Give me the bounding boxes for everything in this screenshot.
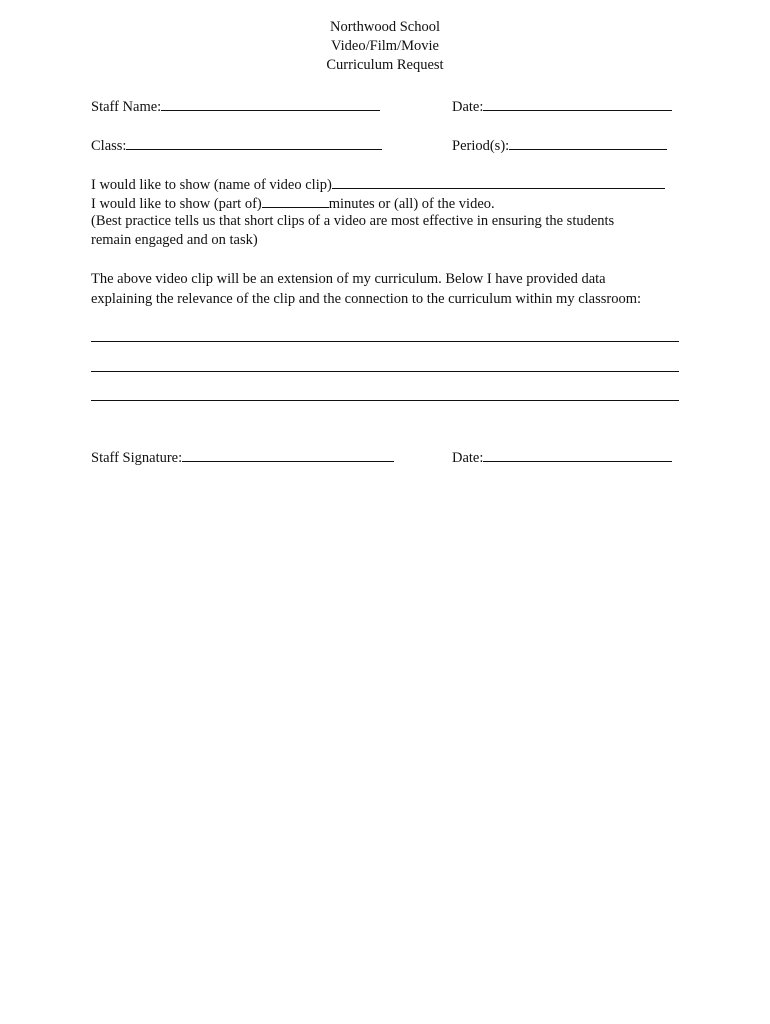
video-part-row xyxy=(91,193,495,213)
periods-field[interactable] xyxy=(509,135,667,150)
response-line-2[interactable] xyxy=(91,371,679,372)
date-field[interactable] xyxy=(483,96,672,111)
video-part-label: I would like to show (part of) xyxy=(91,196,262,212)
class-row xyxy=(91,135,382,155)
school-name: Northwood School xyxy=(330,19,440,35)
staff-name-label: Staff Name: xyxy=(91,99,162,115)
best-practice-note-line2: remain engaged and on task) xyxy=(91,232,258,248)
video-name-label: I would like to show (name of video clip) xyxy=(91,177,332,193)
response-line-1[interactable] xyxy=(91,341,679,342)
response-line-3[interactable] xyxy=(91,400,679,401)
date-label: Date: xyxy=(452,99,484,115)
form-subtitle: Video/Film/Movie xyxy=(331,38,439,54)
form-title: Curriculum Request xyxy=(326,57,444,73)
signature-date-label: Date: xyxy=(452,450,484,466)
form-header xyxy=(0,18,770,75)
minutes-field[interactable] xyxy=(262,193,329,208)
explanation-line2: explaining the relevance of the clip and the connection to the curriculum within my classroom: xyxy=(91,291,642,307)
staff-signature-row xyxy=(91,447,394,467)
date-row xyxy=(452,96,672,116)
signature-date-row xyxy=(452,447,672,467)
staff-signature-field[interactable] xyxy=(182,447,394,462)
staff-name-field[interactable] xyxy=(161,96,380,111)
best-practice-note-line1: (Best practice tells us that short clips of a video are most effective in ensuring the students xyxy=(91,213,615,229)
video-part-suffix: minutes or (all) of the video. xyxy=(328,196,495,212)
periods-row xyxy=(452,135,667,155)
video-name-row xyxy=(91,174,665,194)
periods-label: Period(s): xyxy=(452,138,510,154)
class-field[interactable] xyxy=(126,135,382,150)
staff-name-row xyxy=(91,96,380,116)
staff-signature-label: Staff Signature: xyxy=(91,450,183,466)
class-label: Class: xyxy=(91,138,127,154)
explanation-line1: The above video clip will be an extension of my curriculum. Below I have provided data xyxy=(91,271,606,287)
signature-date-field[interactable] xyxy=(483,447,672,462)
video-name-field[interactable] xyxy=(332,174,665,189)
